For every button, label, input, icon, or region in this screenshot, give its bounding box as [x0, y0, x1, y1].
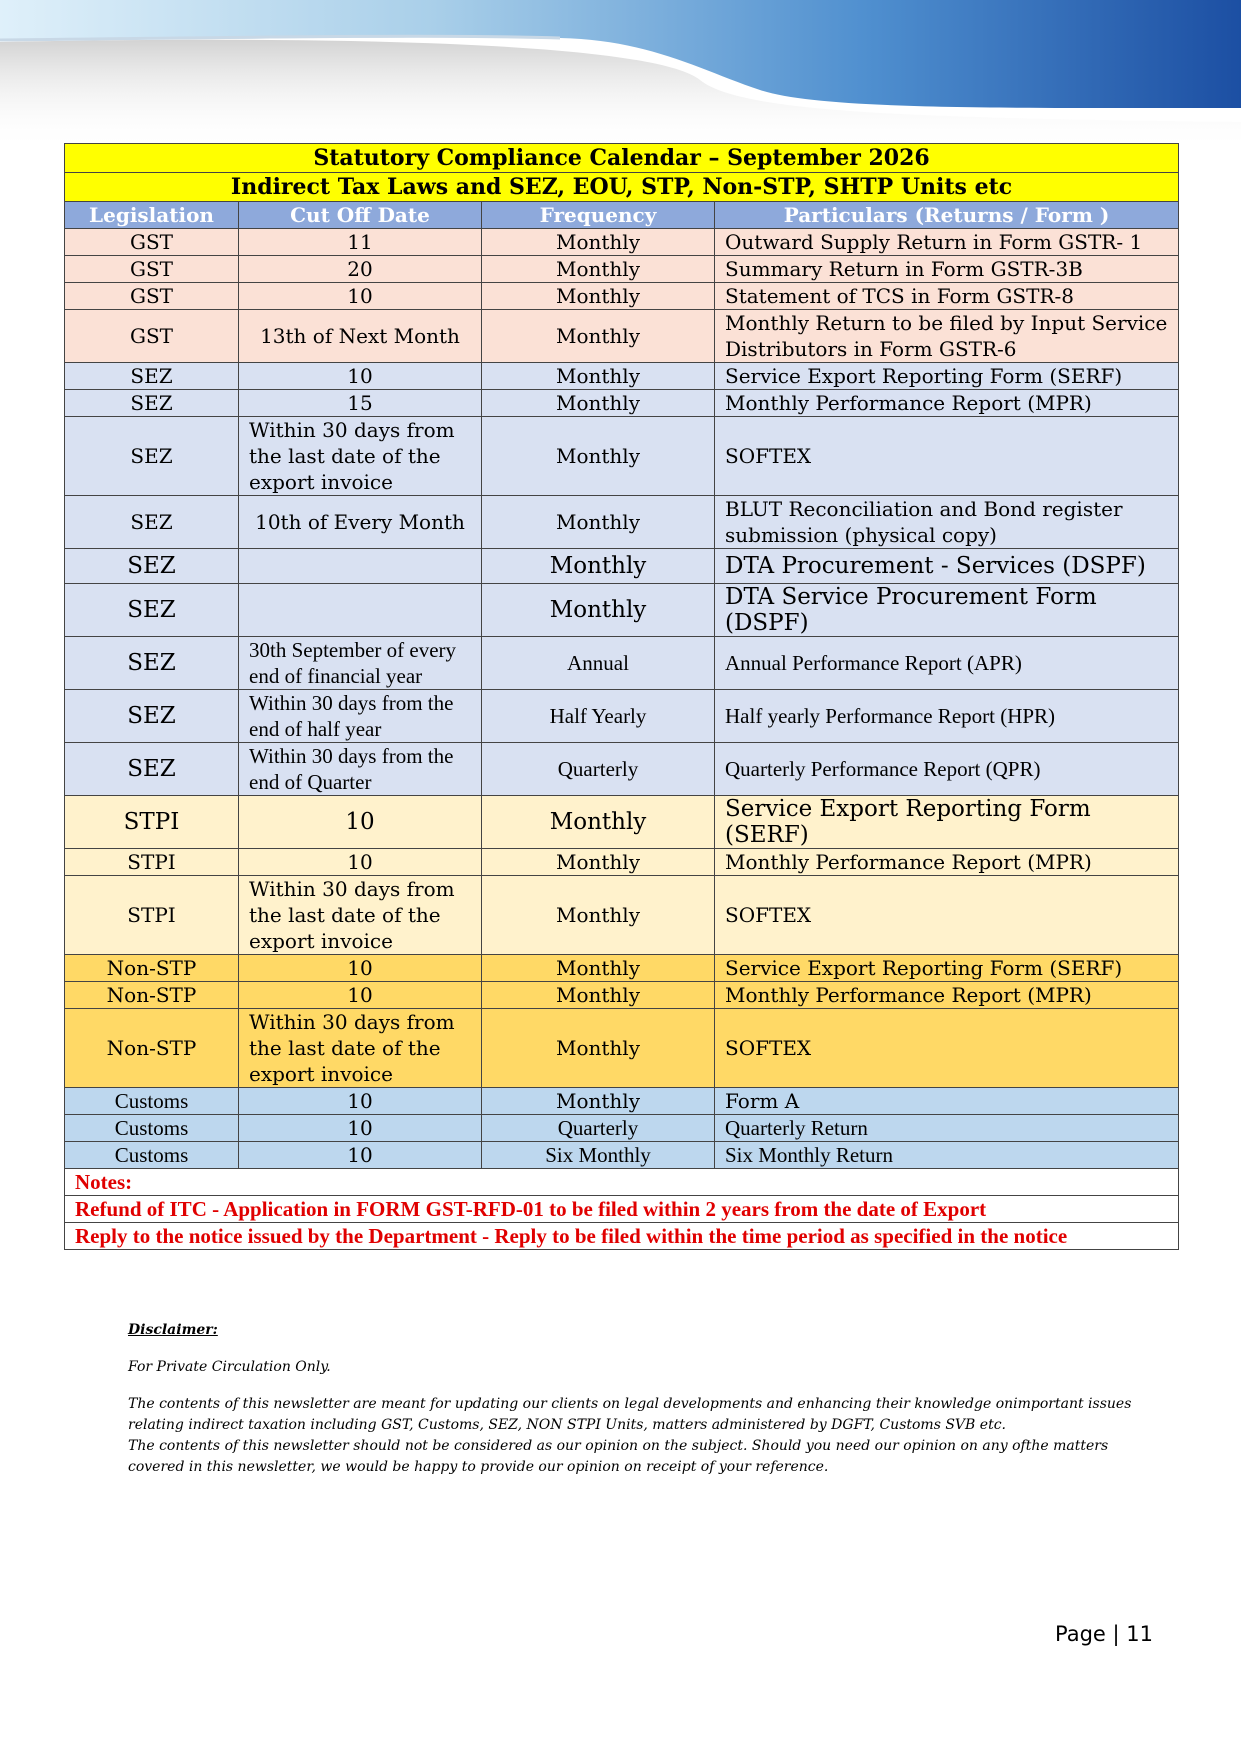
cutoff-cell: 10: [239, 1142, 482, 1169]
cutoff-cell: 10: [239, 363, 482, 390]
table-row: [65, 584, 1179, 637]
frequency-cell: Monthly: [482, 584, 715, 637]
frequency-cell: Monthly: [482, 982, 715, 1009]
table-row: [65, 283, 1179, 310]
cutoff-cell: Within 30 days from the last date of the export invoice: [239, 417, 482, 496]
particulars-cell: Annual Performance Report (APR): [715, 637, 1179, 690]
table-row: [65, 363, 1179, 390]
frequency-cell: Monthly: [482, 955, 715, 982]
frequency-cell: Monthly: [482, 876, 715, 955]
frequency-cell: Monthly: [482, 849, 715, 876]
frequency-cell: Monthly: [482, 229, 715, 256]
particulars-cell: Half yearly Performance Report (HPR): [715, 690, 1179, 743]
table-row: [65, 310, 1179, 363]
table-row: [65, 849, 1179, 876]
table-subtitle: Indirect Tax Laws and SEZ, EOU, STP, Non-STP, SHTP Units etc: [65, 173, 1179, 202]
table-title: Statutory Compliance Calendar – September 2026: [65, 144, 1179, 173]
note-item: Reply to the notice issued by the Department - Reply to be filed within the time period as specified in the notice: [65, 1223, 1179, 1250]
disclaimer-paragraph: The contents of this newsletter should not be considered as our opinion on the subject. Should you need our opinion on any ofthe matters covered in this newsletter, we would be happy to provide our opinion on receipt of your reference.: [128, 1438, 1109, 1475]
table-row: [65, 1115, 1179, 1142]
cutoff-cell: 10: [239, 796, 482, 849]
table-row: [65, 417, 1179, 496]
table-row: [65, 743, 1179, 796]
frequency-cell: Annual: [482, 637, 715, 690]
cutoff-cell: 10: [239, 283, 482, 310]
legislation-cell: STPI: [65, 876, 239, 955]
frequency-cell: Six Monthly: [482, 1142, 715, 1169]
frequency-cell: Monthly: [482, 283, 715, 310]
legislation-cell: SEZ: [65, 743, 239, 796]
compliance-calendar-table: [64, 143, 1179, 1250]
legislation-cell: Non-STP: [65, 1009, 239, 1088]
table-row: [65, 256, 1179, 283]
particulars-cell: SOFTEX: [715, 417, 1179, 496]
table-row: [65, 982, 1179, 1009]
particulars-cell: Service Export Reporting Form (SERF): [715, 363, 1179, 390]
particulars-cell: Monthly Performance Report (MPR): [715, 982, 1179, 1009]
cutoff-cell: 10: [239, 982, 482, 1009]
legislation-cell: Customs: [65, 1115, 239, 1142]
legislation-cell: SEZ: [65, 496, 239, 549]
legislation-cell: Non-STP: [65, 955, 239, 982]
frequency-cell: Monthly: [482, 417, 715, 496]
table-row: [65, 1142, 1179, 1169]
particulars-cell: Summary Return in Form GSTR-3B: [715, 256, 1179, 283]
legislation-cell: Non-STP: [65, 982, 239, 1009]
table-row: [65, 496, 1179, 549]
frequency-cell: Quarterly: [482, 743, 715, 796]
legislation-cell: GST: [65, 229, 239, 256]
frequency-cell: Monthly: [482, 363, 715, 390]
particulars-cell: Quarterly Return: [715, 1115, 1179, 1142]
particulars-cell: Monthly Performance Report (MPR): [715, 849, 1179, 876]
cutoff-cell: 11: [239, 229, 482, 256]
legislation-cell: STPI: [65, 849, 239, 876]
cutoff-cell: 13th of Next Month: [239, 310, 482, 363]
cutoff-cell: 10: [239, 955, 482, 982]
note-item: Refund of ITC - Application in FORM GST-RFD-01 to be filed within 2 years from the date of Export: [65, 1196, 1179, 1223]
legislation-cell: STPI: [65, 796, 239, 849]
frequency-cell: Monthly: [482, 390, 715, 417]
header-cut-off-date: Cut Off Date: [239, 202, 482, 229]
particulars-cell: Monthly Performance Report (MPR): [715, 390, 1179, 417]
frequency-cell: Monthly: [482, 1009, 715, 1088]
table-row: [65, 390, 1179, 417]
table-row: [65, 1088, 1179, 1115]
frequency-cell: Quarterly: [482, 1115, 715, 1142]
frequency-cell: Monthly: [482, 256, 715, 283]
frequency-cell: Monthly: [482, 1088, 715, 1115]
cutoff-cell: [239, 549, 482, 584]
table-row: [65, 955, 1179, 982]
legislation-cell: SEZ: [65, 417, 239, 496]
disclaimer: [128, 1320, 1138, 1494]
legislation-cell: SEZ: [65, 363, 239, 390]
legislation-cell: Customs: [65, 1142, 239, 1169]
cutoff-cell: 10: [239, 1115, 482, 1142]
particulars-cell: DTA Procurement - Services (DSPF): [715, 549, 1179, 584]
cutoff-cell: [239, 584, 482, 637]
header-frequency: Frequency: [482, 202, 715, 229]
particulars-cell: SOFTEX: [715, 1009, 1179, 1088]
cutoff-cell: 10th of Every Month: [239, 496, 482, 549]
table-row: [65, 876, 1179, 955]
legislation-cell: SEZ: [65, 549, 239, 584]
frequency-cell: Half Yearly: [482, 690, 715, 743]
particulars-cell: SOFTEX: [715, 876, 1179, 955]
header-legislation: Legislation: [65, 202, 239, 229]
legislation-cell: SEZ: [65, 690, 239, 743]
legislation-cell: Customs: [65, 1088, 239, 1115]
cutoff-cell: 10: [239, 1088, 482, 1115]
table-header-row: [65, 202, 1179, 229]
disclaimer-line: For Private Circulation Only.: [128, 1359, 331, 1375]
disclaimer-heading: Disclaimer:: [128, 1322, 218, 1338]
frequency-cell: Monthly: [482, 549, 715, 584]
legislation-cell: GST: [65, 310, 239, 363]
particulars-cell: Outward Supply Return in Form GSTR- 1: [715, 229, 1179, 256]
particulars-cell: Statement of TCS in Form GSTR-8: [715, 283, 1179, 310]
cutoff-cell: Within 30 days from the end of half year: [239, 690, 482, 743]
frequency-cell: Monthly: [482, 496, 715, 549]
particulars-cell: Service Export Reporting Form (SERF): [715, 796, 1179, 849]
frequency-cell: Monthly: [482, 796, 715, 849]
particulars-cell: Six Monthly Return: [715, 1142, 1179, 1169]
particulars-cell: BLUT Reconciliation and Bond register submission (physical copy): [715, 496, 1179, 549]
particulars-cell: Quarterly Performance Report (QPR): [715, 743, 1179, 796]
cutoff-cell: Within 30 days from the last date of the export invoice: [239, 876, 482, 955]
table-row: [65, 690, 1179, 743]
legislation-cell: SEZ: [65, 584, 239, 637]
page-number: Page | 11: [1055, 1622, 1153, 1646]
table-row: [65, 637, 1179, 690]
particulars-cell: Form A: [715, 1088, 1179, 1115]
cutoff-cell: 10: [239, 849, 482, 876]
header-particulars: Particulars (Returns / Form ): [715, 202, 1179, 229]
notes-label: Notes:: [65, 1169, 1179, 1196]
table-row: [65, 229, 1179, 256]
table-row: [65, 796, 1179, 849]
table-row: [65, 549, 1179, 584]
particulars-cell: Monthly Return to be filed by Input Service Distributors in Form GSTR-6: [715, 310, 1179, 363]
legislation-cell: SEZ: [65, 637, 239, 690]
legislation-cell: GST: [65, 256, 239, 283]
frequency-cell: Monthly: [482, 310, 715, 363]
particulars-cell: Service Export Reporting Form (SERF): [715, 955, 1179, 982]
cutoff-cell: Within 30 days from the last date of the export invoice: [239, 1009, 482, 1088]
legislation-cell: SEZ: [65, 390, 239, 417]
particulars-cell: DTA Service Procurement Form (DSPF): [715, 584, 1179, 637]
cutoff-cell: 20: [239, 256, 482, 283]
cutoff-cell: 15: [239, 390, 482, 417]
header-banner: [0, 0, 1241, 150]
disclaimer-paragraph: The contents of this newsletter are meant for updating our clients on legal developments and enhancing their knowledge onimportant issues relating indirect taxation including GST, Customs, SEZ, NON STPI Units, matters administered by DGFT, Customs SVB etc.: [128, 1396, 1132, 1433]
cutoff-cell: 30th September of every end of financial year: [239, 637, 482, 690]
legislation-cell: GST: [65, 283, 239, 310]
table-row: [65, 1009, 1179, 1088]
cutoff-cell: Within 30 days from the end of Quarter: [239, 743, 482, 796]
